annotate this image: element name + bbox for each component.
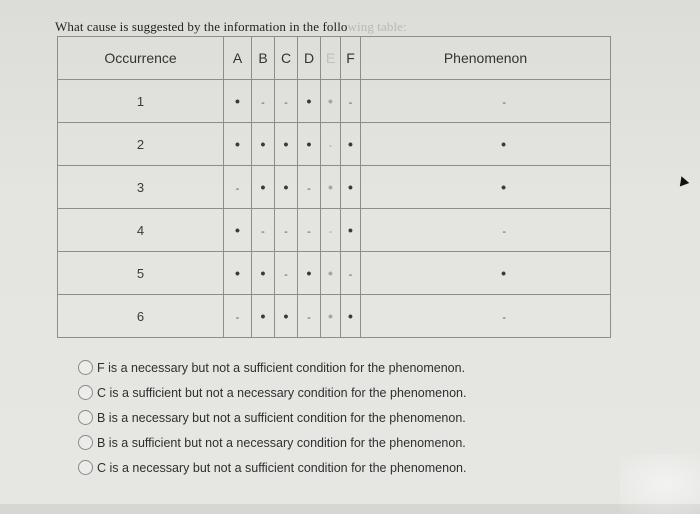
cell-e	[321, 252, 341, 295]
phenomenon-cell	[361, 295, 611, 338]
cell-f	[341, 252, 361, 295]
mark: •	[235, 135, 240, 152]
cell-e	[321, 166, 341, 209]
table-header-row	[58, 37, 611, 80]
cell-e	[321, 80, 341, 123]
mark: •	[328, 264, 333, 281]
mark: •	[328, 178, 333, 195]
cell-b	[252, 209, 275, 252]
cell-a	[224, 209, 252, 252]
table-row	[58, 295, 611, 338]
radio-icon[interactable]	[78, 460, 93, 475]
cell-e	[321, 209, 341, 252]
mark: •	[501, 264, 506, 281]
occurrence-cell: 3	[58, 166, 224, 209]
cell-a	[224, 252, 252, 295]
mark: •	[328, 307, 333, 324]
table-row	[58, 123, 611, 166]
cell-a	[224, 80, 252, 123]
header-e: E	[321, 37, 341, 80]
option-4[interactable]	[78, 430, 466, 455]
mark: •	[260, 178, 266, 195]
mark: -	[307, 182, 311, 195]
mark: •	[348, 178, 353, 195]
phenomenon-cell	[361, 209, 611, 252]
option-5[interactable]	[78, 455, 466, 480]
cell-b	[252, 295, 275, 338]
mouse-cursor-icon	[677, 175, 689, 187]
header-a: A	[224, 37, 252, 80]
cell-a	[224, 166, 252, 209]
answer-options	[78, 355, 466, 480]
occurrence-cell: 6	[58, 295, 224, 338]
cell-c	[275, 123, 298, 166]
phenomenon-cell	[361, 123, 611, 166]
mark: -	[328, 225, 333, 238]
option-2[interactable]	[78, 380, 466, 405]
mark: -	[328, 139, 333, 152]
table-row	[58, 209, 611, 252]
occurrence-cell: 5	[58, 252, 224, 295]
question-faded: wing table:	[347, 19, 407, 34]
mark: •	[283, 178, 289, 195]
cell-b	[252, 123, 275, 166]
mark: •	[235, 221, 240, 238]
phenomenon-cell	[361, 166, 611, 209]
mark: •	[348, 307, 353, 324]
cell-a	[224, 123, 252, 166]
table-row	[58, 252, 611, 295]
table-row	[58, 166, 611, 209]
mark: -	[502, 96, 506, 109]
mark: -	[348, 268, 353, 281]
header-occurrence: Occurrence	[58, 37, 224, 80]
cell-e	[321, 295, 341, 338]
screen-glare	[620, 454, 700, 514]
mark: •	[260, 264, 266, 281]
mark: •	[283, 135, 289, 152]
option-label: C is a necessary but not a sufficient condition for the phenomenon.	[97, 460, 467, 475]
option-label: B is a necessary but not a sufficient condition for the phenomenon.	[97, 410, 466, 425]
occurrence-table	[57, 36, 611, 338]
cell-c	[275, 80, 298, 123]
header-b: B	[252, 37, 275, 80]
mark: •	[348, 135, 353, 152]
cell-f	[341, 166, 361, 209]
cell-d	[298, 295, 321, 338]
mark: -	[502, 225, 506, 238]
mark: •	[306, 92, 312, 109]
mark: •	[501, 135, 506, 152]
option-1[interactable]	[78, 355, 466, 380]
mark: •	[501, 178, 506, 195]
cell-d	[298, 209, 321, 252]
radio-icon[interactable]	[78, 360, 93, 375]
header-phenomenon: Phenomenon	[361, 37, 611, 80]
cell-f	[341, 123, 361, 166]
header-d: D	[298, 37, 321, 80]
mark: •	[328, 92, 333, 109]
mark: -	[235, 311, 240, 324]
question-text	[55, 19, 407, 35]
option-label: C is a sufficient but not a necessary condition for the phenomenon.	[97, 385, 467, 400]
mark: -	[502, 311, 506, 324]
option-label: F is a necessary but not a sufficient condition for the phenomenon.	[97, 360, 466, 375]
header-c: C	[275, 37, 298, 80]
mark: -	[307, 225, 311, 238]
radio-icon[interactable]	[78, 410, 93, 425]
cell-c	[275, 209, 298, 252]
mark: -	[307, 311, 311, 324]
mark: -	[284, 96, 288, 109]
option-label: B is a sufficient but not a necessary condition for the phenomenon.	[97, 435, 466, 450]
cell-d	[298, 123, 321, 166]
mark: -	[348, 96, 353, 109]
cell-b	[252, 166, 275, 209]
mark: -	[235, 182, 240, 195]
question-main: What cause is suggested by the information in the follo	[55, 19, 348, 34]
mark: •	[260, 307, 266, 324]
occurrence-cell: 1	[58, 80, 224, 123]
mark: •	[306, 135, 312, 152]
cell-c	[275, 166, 298, 209]
phenomenon-cell	[361, 80, 611, 123]
mark: •	[235, 92, 240, 109]
cell-d	[298, 252, 321, 295]
cell-f	[341, 295, 361, 338]
cell-b	[252, 80, 275, 123]
mark: -	[284, 225, 288, 238]
mark: •	[235, 264, 240, 281]
cell-c	[275, 252, 298, 295]
mark: -	[284, 268, 288, 281]
mark: •	[283, 307, 289, 324]
table-row	[58, 80, 611, 123]
cell-e	[321, 123, 341, 166]
mark: -	[261, 96, 265, 109]
occurrence-cell: 4	[58, 209, 224, 252]
option-3[interactable]	[78, 405, 466, 430]
radio-icon[interactable]	[78, 435, 93, 450]
cell-d	[298, 80, 321, 123]
header-f: F	[341, 37, 361, 80]
mark: •	[306, 264, 312, 281]
cell-b	[252, 252, 275, 295]
mark: •	[348, 221, 353, 238]
cell-d	[298, 166, 321, 209]
mark: -	[261, 225, 265, 238]
cell-c	[275, 295, 298, 338]
mark: •	[260, 135, 266, 152]
phenomenon-cell	[361, 252, 611, 295]
cell-f	[341, 209, 361, 252]
radio-icon[interactable]	[78, 385, 93, 400]
occurrence-cell: 2	[58, 123, 224, 166]
cell-a	[224, 295, 252, 338]
cell-f	[341, 80, 361, 123]
